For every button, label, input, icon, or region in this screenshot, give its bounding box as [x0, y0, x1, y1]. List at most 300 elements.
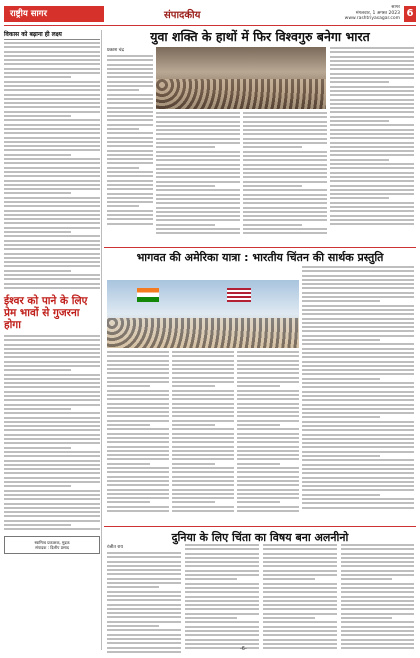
- text-line: [341, 553, 414, 555]
- text-line: [263, 561, 337, 563]
- text-line: [263, 583, 337, 585]
- text-line: [243, 198, 327, 200]
- text-line: [107, 638, 181, 640]
- text-line: [243, 116, 327, 118]
- text-line: [237, 394, 299, 396]
- text-line: [107, 578, 181, 580]
- text-line: [341, 596, 414, 598]
- text-line: [107, 582, 181, 584]
- text-line: [107, 167, 139, 169]
- text-line: [243, 211, 327, 213]
- text-line: [156, 176, 240, 178]
- text-line: [302, 378, 380, 380]
- text-line: [263, 544, 337, 546]
- text-line: [156, 129, 240, 131]
- text-line: [4, 515, 100, 517]
- text-line: [107, 180, 153, 182]
- text-line: [156, 172, 240, 174]
- text-line: [243, 181, 327, 183]
- text-line: [243, 155, 327, 157]
- text-line: [243, 215, 327, 217]
- text-line: [237, 471, 299, 473]
- text-line: [341, 548, 414, 550]
- text-line: [4, 240, 100, 242]
- text-line: [107, 608, 181, 610]
- text-line: [302, 455, 380, 457]
- text-line: [4, 154, 71, 156]
- text-line: [302, 309, 414, 311]
- text-line: [4, 111, 100, 113]
- text-line: [330, 68, 414, 70]
- article-col: [263, 544, 337, 651]
- text-line: [172, 471, 234, 473]
- text-line: [4, 158, 100, 160]
- text-line: [156, 112, 240, 114]
- text-line: [107, 364, 169, 366]
- text-line: [4, 507, 100, 509]
- text-line: [330, 197, 389, 199]
- text-line: [341, 574, 414, 576]
- text-line: [172, 351, 234, 353]
- text-line: [185, 578, 237, 580]
- text-line: [302, 472, 414, 474]
- text-line: [237, 467, 299, 469]
- text-line: [172, 501, 215, 503]
- text-line: [4, 184, 100, 186]
- text-line: [107, 510, 169, 512]
- text-line: [330, 189, 414, 191]
- text-line: [243, 185, 302, 187]
- text-line: [330, 120, 389, 122]
- text-line: [302, 335, 414, 337]
- text-line: [185, 647, 259, 649]
- text-line: [330, 154, 414, 156]
- text-line: [107, 210, 153, 212]
- text-line: [107, 64, 153, 66]
- article-text: [185, 544, 259, 649]
- text-line: [172, 446, 234, 448]
- text-line: [330, 133, 414, 135]
- text-line: [156, 142, 240, 144]
- issue-date: मंगलवार, 1 अगस्त 2023: [355, 10, 400, 16]
- text-line: [172, 368, 234, 370]
- text-line: [107, 463, 150, 465]
- text-line: [4, 524, 71, 526]
- text-line: [156, 219, 240, 221]
- text-line: [107, 381, 169, 383]
- text-line: [4, 94, 100, 96]
- left-body-text-2: [4, 335, 100, 530]
- section-rule: [104, 526, 416, 527]
- text-line: [185, 557, 259, 559]
- text-line: [107, 162, 153, 164]
- text-line: [237, 476, 299, 478]
- text-line: [302, 279, 414, 281]
- text-line: [243, 129, 327, 131]
- text-line: [185, 544, 259, 546]
- text-line: [243, 138, 327, 140]
- text-line: [107, 377, 169, 379]
- text-line: [302, 468, 414, 470]
- text-line: [107, 76, 153, 78]
- text-line: [263, 604, 337, 606]
- article-text: [107, 552, 181, 653]
- text-line: [341, 600, 414, 602]
- text-line: [156, 207, 240, 209]
- text-line: [302, 266, 414, 268]
- text-line: [4, 59, 100, 61]
- article-col: [237, 351, 299, 514]
- text-line: [107, 68, 153, 70]
- text-line: [107, 102, 153, 104]
- text-line: [172, 377, 234, 379]
- text-line: [237, 484, 299, 486]
- text-line: [341, 634, 414, 636]
- text-line: [156, 194, 240, 196]
- text-line: [263, 565, 337, 567]
- text-line: [4, 141, 100, 143]
- text-line: [302, 489, 414, 491]
- text-line: [4, 253, 100, 255]
- text-line: [107, 493, 169, 495]
- text-line: [237, 450, 299, 452]
- text-line: [243, 219, 327, 221]
- us-flag-icon: [227, 288, 251, 302]
- text-line: [341, 613, 414, 615]
- text-line: [4, 274, 100, 276]
- text-line: [107, 158, 153, 160]
- text-line: [4, 171, 100, 173]
- text-line: [156, 215, 240, 217]
- text-line: [263, 634, 337, 636]
- text-line: [156, 224, 215, 226]
- text-line: [107, 137, 153, 139]
- text-line: [107, 119, 153, 121]
- text-line: [4, 278, 100, 280]
- text-line: [330, 172, 414, 174]
- text-line: [172, 454, 234, 456]
- text-line: [4, 404, 100, 406]
- text-line: [185, 600, 259, 602]
- text-line: [4, 391, 100, 393]
- text-line: [185, 630, 259, 632]
- audience: [107, 318, 299, 348]
- text-line: [330, 215, 414, 217]
- text-line: [243, 232, 327, 234]
- text-line: [302, 305, 414, 307]
- text-line: [185, 570, 259, 572]
- text-line: [263, 613, 337, 615]
- text-line: [4, 498, 100, 500]
- text-line: [4, 395, 100, 397]
- text-line: [107, 403, 169, 405]
- text-line: [243, 142, 327, 144]
- text-line: [107, 85, 153, 87]
- text-line: [172, 398, 234, 400]
- text-line: [156, 168, 240, 170]
- text-line: [4, 235, 100, 237]
- text-line: [243, 125, 327, 127]
- text-line: [107, 625, 159, 627]
- text-line: [107, 501, 150, 503]
- text-line: [107, 355, 169, 357]
- text-line: [156, 198, 240, 200]
- imprint-line: स्वामित्व प्रकाशक, मुद्रक: [34, 540, 70, 546]
- text-line: [302, 404, 414, 406]
- text-line: [107, 407, 169, 409]
- article-text: [237, 351, 299, 512]
- text-line: [330, 99, 414, 101]
- text-line: [156, 164, 240, 166]
- text-line: [107, 107, 153, 109]
- text-line: [4, 89, 100, 91]
- text-line: [4, 399, 100, 401]
- text-line: [107, 351, 169, 353]
- text-line: [302, 459, 414, 461]
- text-line: [172, 437, 234, 439]
- text-line: [237, 489, 299, 491]
- text-line: [4, 378, 100, 380]
- text-line: [185, 608, 259, 610]
- text-line: [243, 164, 327, 166]
- bottom-headline: दुनिया के लिए चिंता का विषय बना अलनीनो: [171, 531, 349, 544]
- text-line: [4, 257, 100, 259]
- text-line: [302, 361, 414, 363]
- text-line: [263, 578, 315, 580]
- text-line: [4, 192, 71, 194]
- text-line: [302, 343, 414, 345]
- text-line: [185, 604, 259, 606]
- text-line: [4, 124, 100, 126]
- text-line: [237, 407, 299, 409]
- text-line: [4, 528, 100, 530]
- left-top-kicker: विकास को बढ़ाना ही लक्ष्य: [4, 30, 100, 40]
- text-line: [4, 106, 100, 108]
- article-col: [107, 544, 181, 655]
- text-line: [243, 172, 327, 174]
- text-line: [237, 390, 299, 392]
- text-line: [107, 55, 153, 57]
- text-line: [4, 455, 100, 457]
- text-line: [156, 189, 240, 191]
- article-text: [107, 55, 153, 225]
- text-line: [237, 420, 299, 422]
- text-line: [4, 490, 100, 492]
- text-line: [237, 433, 299, 435]
- text-line: [341, 583, 414, 585]
- text-line: [107, 489, 169, 491]
- text-line: [243, 159, 327, 161]
- article-text: [243, 112, 327, 234]
- article-col: [330, 47, 414, 227]
- text-line: [107, 81, 153, 83]
- text-line: [172, 476, 234, 478]
- city: सागर: [391, 5, 400, 10]
- text-line: [4, 175, 100, 177]
- text-line: [243, 133, 327, 135]
- text-line: [172, 372, 234, 374]
- text-line: [107, 629, 181, 631]
- text-line: [302, 275, 414, 277]
- text-line: [107, 390, 169, 392]
- text-line: [302, 429, 414, 431]
- text-line: [156, 202, 240, 204]
- text-line: [4, 68, 100, 70]
- crowd-photo: [156, 47, 326, 109]
- text-line: [302, 373, 414, 375]
- text-line: [107, 484, 169, 486]
- text-line: [237, 497, 299, 499]
- text-line: [107, 385, 150, 387]
- text-line: [172, 415, 234, 417]
- text-line: [4, 145, 100, 147]
- text-line: [172, 428, 234, 430]
- text-line: [156, 146, 215, 148]
- text-line: [107, 398, 169, 400]
- text-line: [107, 150, 153, 152]
- text-line: [107, 171, 153, 173]
- text-line: [107, 115, 153, 117]
- text-line: [263, 626, 337, 628]
- text-line: [302, 352, 414, 354]
- text-line: [4, 270, 71, 272]
- text-line: [107, 411, 169, 413]
- text-line: [263, 621, 337, 623]
- text-line: [185, 617, 237, 619]
- text-line: [107, 586, 159, 588]
- text-line: [302, 287, 414, 289]
- text-line: [4, 472, 100, 474]
- text-line: [4, 261, 100, 263]
- text-line: [156, 133, 240, 135]
- text-line: [330, 73, 414, 75]
- text-line: [330, 64, 414, 66]
- text-line: [330, 193, 414, 195]
- text-line: [172, 381, 234, 383]
- text-line: [185, 583, 259, 585]
- text-line: [341, 570, 414, 572]
- text-line: [330, 51, 414, 53]
- text-line: [4, 197, 100, 199]
- text-line: [185, 639, 259, 641]
- text-line: [107, 124, 153, 126]
- text-line: [237, 355, 299, 357]
- text-line: [107, 604, 181, 606]
- text-line: [237, 377, 299, 379]
- text-line: [341, 544, 414, 546]
- text-line: [172, 484, 234, 486]
- text-line: [302, 339, 380, 341]
- text-line: [107, 205, 139, 207]
- text-line: [4, 421, 100, 423]
- text-line: [237, 428, 299, 430]
- masthead-meta: [345, 5, 400, 22]
- article-text: [341, 544, 414, 649]
- text-line: [107, 175, 153, 177]
- text-line: [4, 365, 100, 367]
- text-line: [4, 417, 100, 419]
- text-line: [4, 119, 100, 121]
- text-line: [107, 556, 181, 558]
- text-line: [156, 211, 240, 213]
- text-line: [302, 296, 414, 298]
- text-line: [107, 214, 153, 216]
- text-line: [341, 591, 414, 593]
- text-line: [4, 434, 100, 436]
- section-title: संपादकीय: [164, 10, 201, 21]
- text-line: [302, 438, 414, 440]
- main-area: [104, 30, 416, 654]
- text-line: [4, 63, 100, 65]
- text-line: [302, 330, 414, 332]
- text-line: [4, 283, 100, 285]
- text-line: [243, 112, 327, 114]
- text-line: [4, 287, 100, 289]
- article-col: [341, 544, 414, 651]
- text-line: [185, 596, 259, 598]
- text-line: [4, 205, 100, 207]
- text-line: [4, 102, 100, 104]
- text-line: [107, 415, 169, 417]
- text-line: [156, 121, 240, 123]
- text-line: [107, 458, 169, 460]
- article-col: [107, 351, 169, 514]
- text-line: [107, 642, 181, 644]
- text-line: [4, 408, 71, 410]
- text-line: [330, 206, 414, 208]
- text-line: [302, 502, 414, 504]
- text-line: [4, 442, 100, 444]
- text-line: [4, 412, 100, 414]
- text-line: [237, 446, 299, 448]
- text-line: [302, 507, 414, 509]
- text-line: [330, 202, 414, 204]
- text-line: [4, 468, 100, 470]
- text-line: [107, 360, 169, 362]
- text-line: [172, 364, 234, 366]
- text-line: [172, 424, 215, 426]
- text-line: [4, 386, 100, 388]
- byline: प्रकाश चंद्र: [107, 48, 124, 53]
- text-line: [172, 433, 234, 435]
- text-line: [237, 372, 299, 374]
- text-line: [172, 385, 215, 387]
- text-line: [302, 270, 414, 272]
- text-line: [237, 424, 280, 426]
- text-line: [263, 591, 337, 593]
- text-line: [302, 348, 414, 350]
- text-line: [172, 480, 234, 482]
- text-line: [330, 129, 414, 131]
- text-line: [330, 142, 414, 144]
- text-line: [237, 360, 299, 362]
- text-line: [172, 510, 234, 512]
- text-line: [107, 471, 169, 473]
- text-line: [107, 424, 150, 426]
- text-line: [107, 154, 153, 156]
- text-line: [302, 481, 414, 483]
- text-line: [263, 557, 337, 559]
- text-line: [107, 372, 169, 374]
- text-line: [302, 498, 414, 500]
- text-line: [341, 557, 414, 559]
- text-line: [156, 155, 240, 157]
- text-line: [330, 219, 414, 221]
- text-line: [263, 587, 337, 589]
- text-line: [107, 428, 169, 430]
- text-line: [341, 604, 414, 606]
- text-line: [4, 374, 100, 376]
